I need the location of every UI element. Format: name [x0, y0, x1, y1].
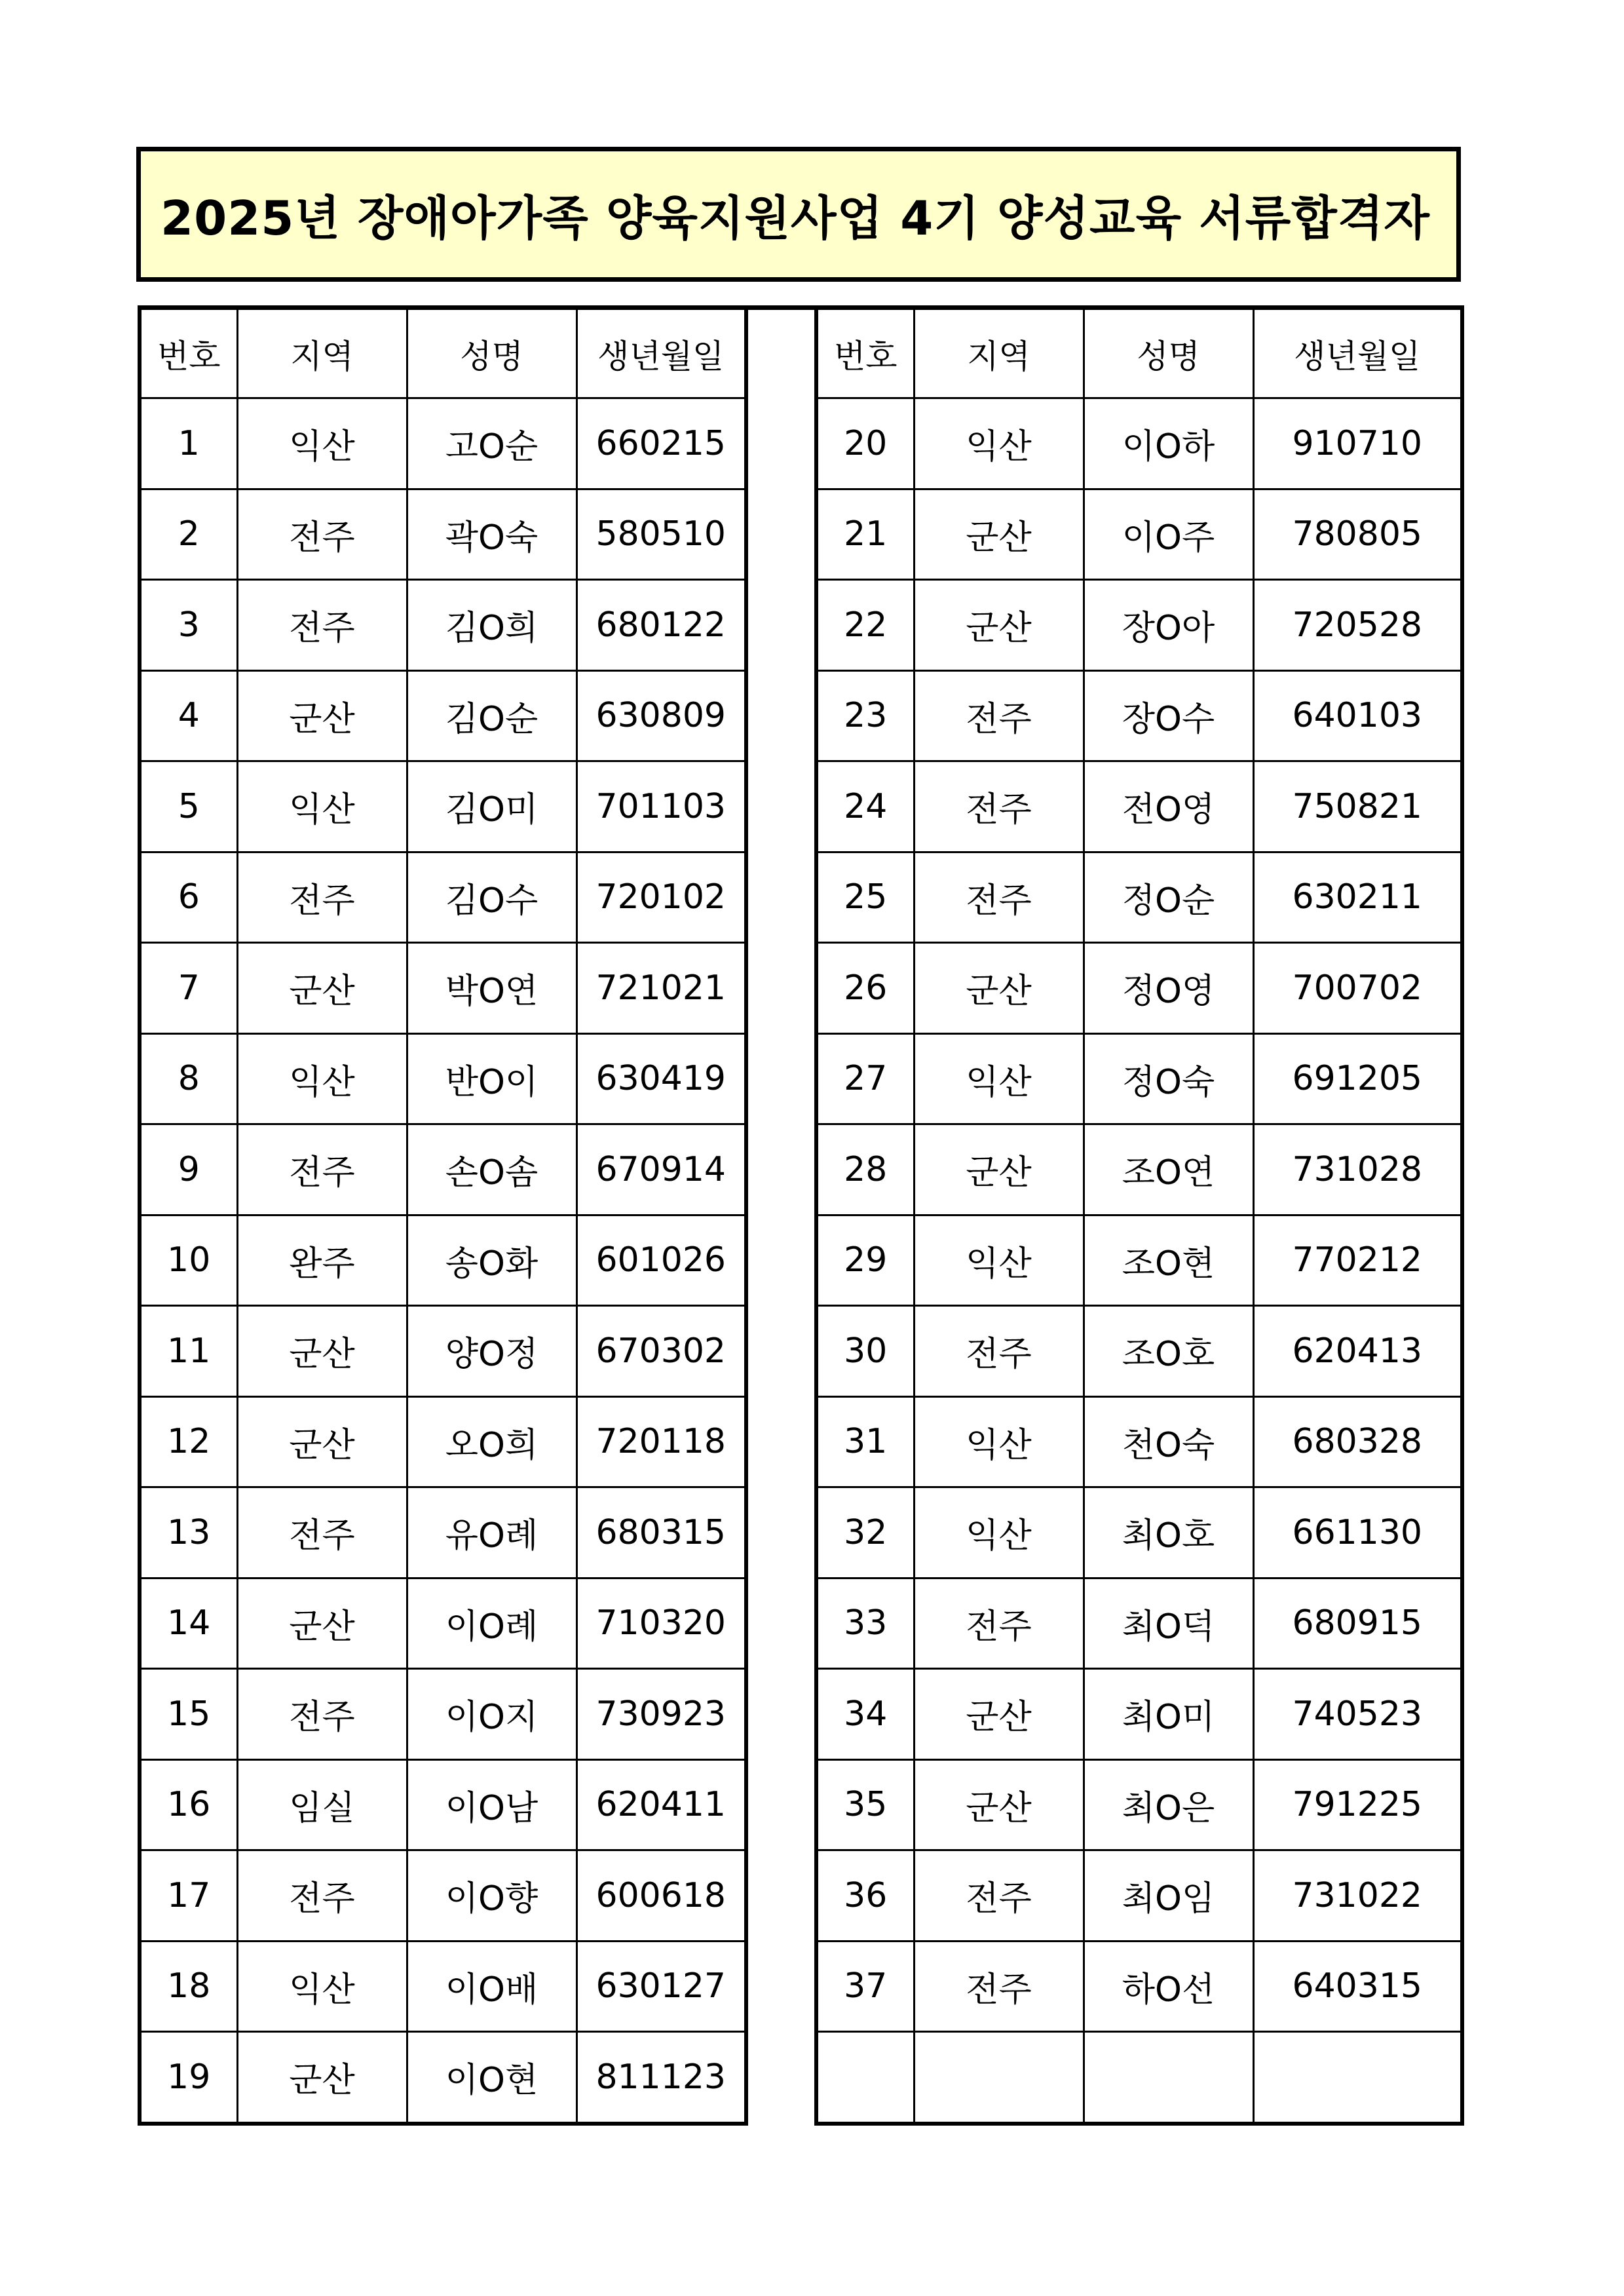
table-row — [816, 1396, 1462, 1487]
cell-name: 하O선 — [1084, 1941, 1253, 2032]
cell-name: 반O이 — [407, 1033, 576, 1124]
cell-region: 임실 — [237, 1759, 407, 1850]
cell-number: 16 — [140, 1759, 237, 1850]
cell-name: 전O영 — [1084, 761, 1253, 852]
cell-region: 전주 — [914, 761, 1084, 852]
cell-number: 8 — [140, 1033, 237, 1124]
cell-number: 10 — [140, 1215, 237, 1306]
cell-number: 34 — [816, 1669, 914, 1760]
cell-number: 23 — [816, 670, 914, 761]
column-header-name: 성명 — [1084, 308, 1253, 398]
cell-region: 익산 — [237, 761, 407, 852]
cell-birthdate: 630127 — [576, 1941, 746, 2032]
cell-number: 15 — [140, 1669, 237, 1760]
cell-number: 5 — [140, 761, 237, 852]
table-row — [140, 943, 746, 1034]
cell-name: 오O희 — [407, 1396, 576, 1487]
table-row — [816, 580, 1462, 671]
cell-number: 21 — [816, 489, 914, 580]
cell-birthdate: 640315 — [1253, 1941, 1462, 2032]
cell-birthdate: 640103 — [1253, 670, 1462, 761]
table-row — [140, 1124, 746, 1215]
table-row — [816, 1487, 1462, 1578]
table-row — [816, 761, 1462, 852]
cell-name: 김O미 — [407, 761, 576, 852]
table-row — [140, 852, 746, 943]
cell-region — [914, 2032, 1084, 2124]
cell-name: 이O배 — [407, 1941, 576, 2032]
cell-number: 22 — [816, 580, 914, 671]
cell-birthdate: 910710 — [1253, 398, 1462, 489]
cell-birthdate: 670302 — [576, 1306, 746, 1397]
cell-number: 12 — [140, 1396, 237, 1487]
cell-number: 14 — [140, 1578, 237, 1669]
table-row — [816, 489, 1462, 580]
cell-region: 전주 — [914, 1941, 1084, 2032]
table-row — [816, 1033, 1462, 1124]
cell-number: 11 — [140, 1306, 237, 1397]
cell-birthdate: 700702 — [1253, 943, 1462, 1034]
cell-name: 곽O숙 — [407, 489, 576, 580]
cell-name: 장O아 — [1084, 580, 1253, 671]
cell-name: 조O호 — [1084, 1306, 1253, 1397]
cell-number: 37 — [816, 1941, 914, 2032]
cell-birthdate: 600618 — [576, 1850, 746, 1942]
cell-birthdate: 750821 — [1253, 761, 1462, 852]
table-row — [816, 1669, 1462, 1760]
cell-name: 유O례 — [407, 1487, 576, 1578]
cell-region: 전주 — [914, 1306, 1084, 1397]
cell-name: 이O하 — [1084, 398, 1253, 489]
cell-name: 이O례 — [407, 1578, 576, 1669]
cell-region: 전주 — [914, 1578, 1084, 1669]
cell-name: 고O순 — [407, 398, 576, 489]
cell-number: 1 — [140, 398, 237, 489]
cell-region: 전주 — [237, 1850, 407, 1942]
cell-region: 군산 — [237, 670, 407, 761]
cell-region: 전주 — [237, 580, 407, 671]
cell-birthdate: 701103 — [576, 761, 746, 852]
table-row — [140, 1033, 746, 1124]
cell-region: 익산 — [914, 1033, 1084, 1124]
table-row — [816, 1578, 1462, 1669]
cell-birthdate: 680915 — [1253, 1578, 1462, 1669]
table-row — [816, 1306, 1462, 1397]
table-row — [140, 2032, 746, 2124]
column-header-birthdate: 생년월일 — [576, 308, 746, 398]
table-row — [140, 1487, 746, 1578]
cell-region: 전주 — [914, 852, 1084, 943]
cell-name: 이O남 — [407, 1759, 576, 1850]
cell-region: 전주 — [237, 1124, 407, 1215]
cell-name: 정O영 — [1084, 943, 1253, 1034]
cell-region: 익산 — [914, 1396, 1084, 1487]
cell-region: 익산 — [914, 398, 1084, 489]
cell-number: 30 — [816, 1306, 914, 1397]
cell-name: 최O덕 — [1084, 1578, 1253, 1669]
cell-region: 전주 — [237, 1669, 407, 1760]
cell-region: 군산 — [237, 943, 407, 1034]
cell-birthdate: 720102 — [576, 852, 746, 943]
cell-birthdate: 811123 — [576, 2032, 746, 2124]
cell-number: 17 — [140, 1850, 237, 1942]
table-row — [140, 670, 746, 761]
column-header-region: 지역 — [237, 308, 407, 398]
cell-region: 군산 — [914, 489, 1084, 580]
cell-name: 조O연 — [1084, 1124, 1253, 1215]
cell-name: 이O주 — [1084, 489, 1253, 580]
cell-name: 이O현 — [407, 2032, 576, 2124]
cell-name: 최O호 — [1084, 1487, 1253, 1578]
cell-region: 군산 — [914, 580, 1084, 671]
cell-number: 35 — [816, 1759, 914, 1850]
cell-region: 완주 — [237, 1215, 407, 1306]
cell-number: 27 — [816, 1033, 914, 1124]
cell-number: 36 — [816, 1850, 914, 1942]
cell-name: 손O솜 — [407, 1124, 576, 1215]
cell-birthdate: 780805 — [1253, 489, 1462, 580]
cell-birthdate: 740523 — [1253, 1669, 1462, 1760]
cell-birthdate: 601026 — [576, 1215, 746, 1306]
cell-name: 김O수 — [407, 852, 576, 943]
cell-number: 9 — [140, 1124, 237, 1215]
cell-birthdate: 721021 — [576, 943, 746, 1034]
table-row — [140, 1396, 746, 1487]
column-header-number: 번호 — [816, 308, 914, 398]
table-row — [816, 943, 1462, 1034]
cell-birthdate: 630809 — [576, 670, 746, 761]
column-header-name: 성명 — [407, 308, 576, 398]
cell-number — [816, 2032, 914, 2124]
roster-table-right — [814, 305, 1464, 2126]
cell-region: 전주 — [237, 1487, 407, 1578]
cell-birthdate: 620411 — [576, 1759, 746, 1850]
table-row — [140, 1669, 746, 1760]
cell-number: 20 — [816, 398, 914, 489]
cell-number: 33 — [816, 1578, 914, 1669]
table-row — [816, 1941, 1462, 2032]
cell-region: 군산 — [914, 943, 1084, 1034]
cell-region: 전주 — [237, 489, 407, 580]
cell-number: 32 — [816, 1487, 914, 1578]
cell-birthdate: 670914 — [576, 1124, 746, 1215]
table-header-row — [816, 308, 1462, 398]
cell-name: 김O순 — [407, 670, 576, 761]
cell-birthdate: 661130 — [1253, 1487, 1462, 1578]
cell-number: 29 — [816, 1215, 914, 1306]
table-row — [816, 1759, 1462, 1850]
cell-region: 전주 — [237, 852, 407, 943]
cell-birthdate: 791225 — [1253, 1759, 1462, 1850]
cell-region: 전주 — [914, 670, 1084, 761]
cell-birthdate: 620413 — [1253, 1306, 1462, 1397]
cell-birthdate: 720118 — [576, 1396, 746, 1487]
cell-name: 천O숙 — [1084, 1396, 1253, 1487]
table-row — [140, 1759, 746, 1850]
cell-name: 송O화 — [407, 1215, 576, 1306]
cell-number: 31 — [816, 1396, 914, 1487]
cell-region: 군산 — [237, 1578, 407, 1669]
column-header-region: 지역 — [914, 308, 1084, 398]
table-row — [816, 1850, 1462, 1942]
cell-name: 장O수 — [1084, 670, 1253, 761]
table-row — [140, 1306, 746, 1397]
cell-name: 조O현 — [1084, 1215, 1253, 1306]
cell-region: 군산 — [914, 1124, 1084, 1215]
cell-birthdate: 660215 — [576, 398, 746, 489]
cell-region: 군산 — [914, 1759, 1084, 1850]
cell-region: 군산 — [237, 2032, 407, 2124]
cell-birthdate: 580510 — [576, 489, 746, 580]
cell-region: 익산 — [237, 398, 407, 489]
cell-name: 정O순 — [1084, 852, 1253, 943]
cell-region: 익산 — [914, 1487, 1084, 1578]
table-row — [140, 489, 746, 580]
cell-name: 양O정 — [407, 1306, 576, 1397]
table-row — [140, 761, 746, 852]
column-header-birthdate: 생년월일 — [1253, 308, 1462, 398]
cell-birthdate: 770212 — [1253, 1215, 1462, 1306]
roster-table-left — [138, 305, 748, 2126]
cell-name: 김O희 — [407, 580, 576, 671]
cell-birthdate: 730923 — [576, 1669, 746, 1760]
cell-name: 이O향 — [407, 1850, 576, 1942]
cell-birthdate: 680328 — [1253, 1396, 1462, 1487]
column-header-number: 번호 — [140, 308, 237, 398]
table-row — [140, 580, 746, 671]
cell-number: 2 — [140, 489, 237, 580]
cell-number: 4 — [140, 670, 237, 761]
table-row — [140, 1215, 746, 1306]
table-row — [816, 398, 1462, 489]
table-row — [140, 1941, 746, 2032]
page-title: 2025년 장애아가족 양육지원사업 4기 양성교육 서류합격자 — [161, 191, 1430, 246]
cell-name — [1084, 2032, 1253, 2124]
cell-region: 전주 — [914, 1850, 1084, 1942]
cell-number: 26 — [816, 943, 914, 1034]
cell-name: 최O은 — [1084, 1759, 1253, 1850]
table-header-row — [140, 308, 746, 398]
cell-name: 정O숙 — [1084, 1033, 1253, 1124]
cell-birthdate: 691205 — [1253, 1033, 1462, 1124]
cell-number: 6 — [140, 852, 237, 943]
cell-birthdate — [1253, 2032, 1462, 2124]
cell-name: 최O미 — [1084, 1669, 1253, 1760]
cell-name: 박O연 — [407, 943, 576, 1034]
cell-birthdate: 731022 — [1253, 1850, 1462, 1942]
cell-birthdate: 710320 — [576, 1578, 746, 1669]
table-row — [816, 852, 1462, 943]
title-box — [136, 147, 1461, 282]
table-row — [140, 1578, 746, 1669]
cell-birthdate: 680315 — [576, 1487, 746, 1578]
cell-birthdate: 680122 — [576, 580, 746, 671]
cell-birthdate: 731028 — [1253, 1124, 1462, 1215]
cell-number: 25 — [816, 852, 914, 943]
cell-number: 24 — [816, 761, 914, 852]
cell-number: 7 — [140, 943, 237, 1034]
table-row — [140, 398, 746, 489]
cell-region: 군산 — [914, 1669, 1084, 1760]
cell-birthdate: 720528 — [1253, 580, 1462, 671]
cell-number: 19 — [140, 2032, 237, 2124]
cell-name: 이O지 — [407, 1669, 576, 1760]
cell-number: 28 — [816, 1124, 914, 1215]
table-row — [140, 1850, 746, 1942]
cell-region: 군산 — [237, 1396, 407, 1487]
cell-region: 익산 — [237, 1941, 407, 2032]
cell-name: 최O임 — [1084, 1850, 1253, 1942]
cell-region: 익산 — [914, 1215, 1084, 1306]
cell-birthdate: 630419 — [576, 1033, 746, 1124]
cell-number: 3 — [140, 580, 237, 671]
table-row — [816, 1124, 1462, 1215]
cell-region: 익산 — [237, 1033, 407, 1124]
table-row — [816, 2032, 1462, 2124]
cell-birthdate: 630211 — [1253, 852, 1462, 943]
table-row — [816, 1215, 1462, 1306]
table-row — [816, 670, 1462, 761]
cell-number: 18 — [140, 1941, 237, 2032]
cell-number: 13 — [140, 1487, 237, 1578]
cell-region: 군산 — [237, 1306, 407, 1397]
